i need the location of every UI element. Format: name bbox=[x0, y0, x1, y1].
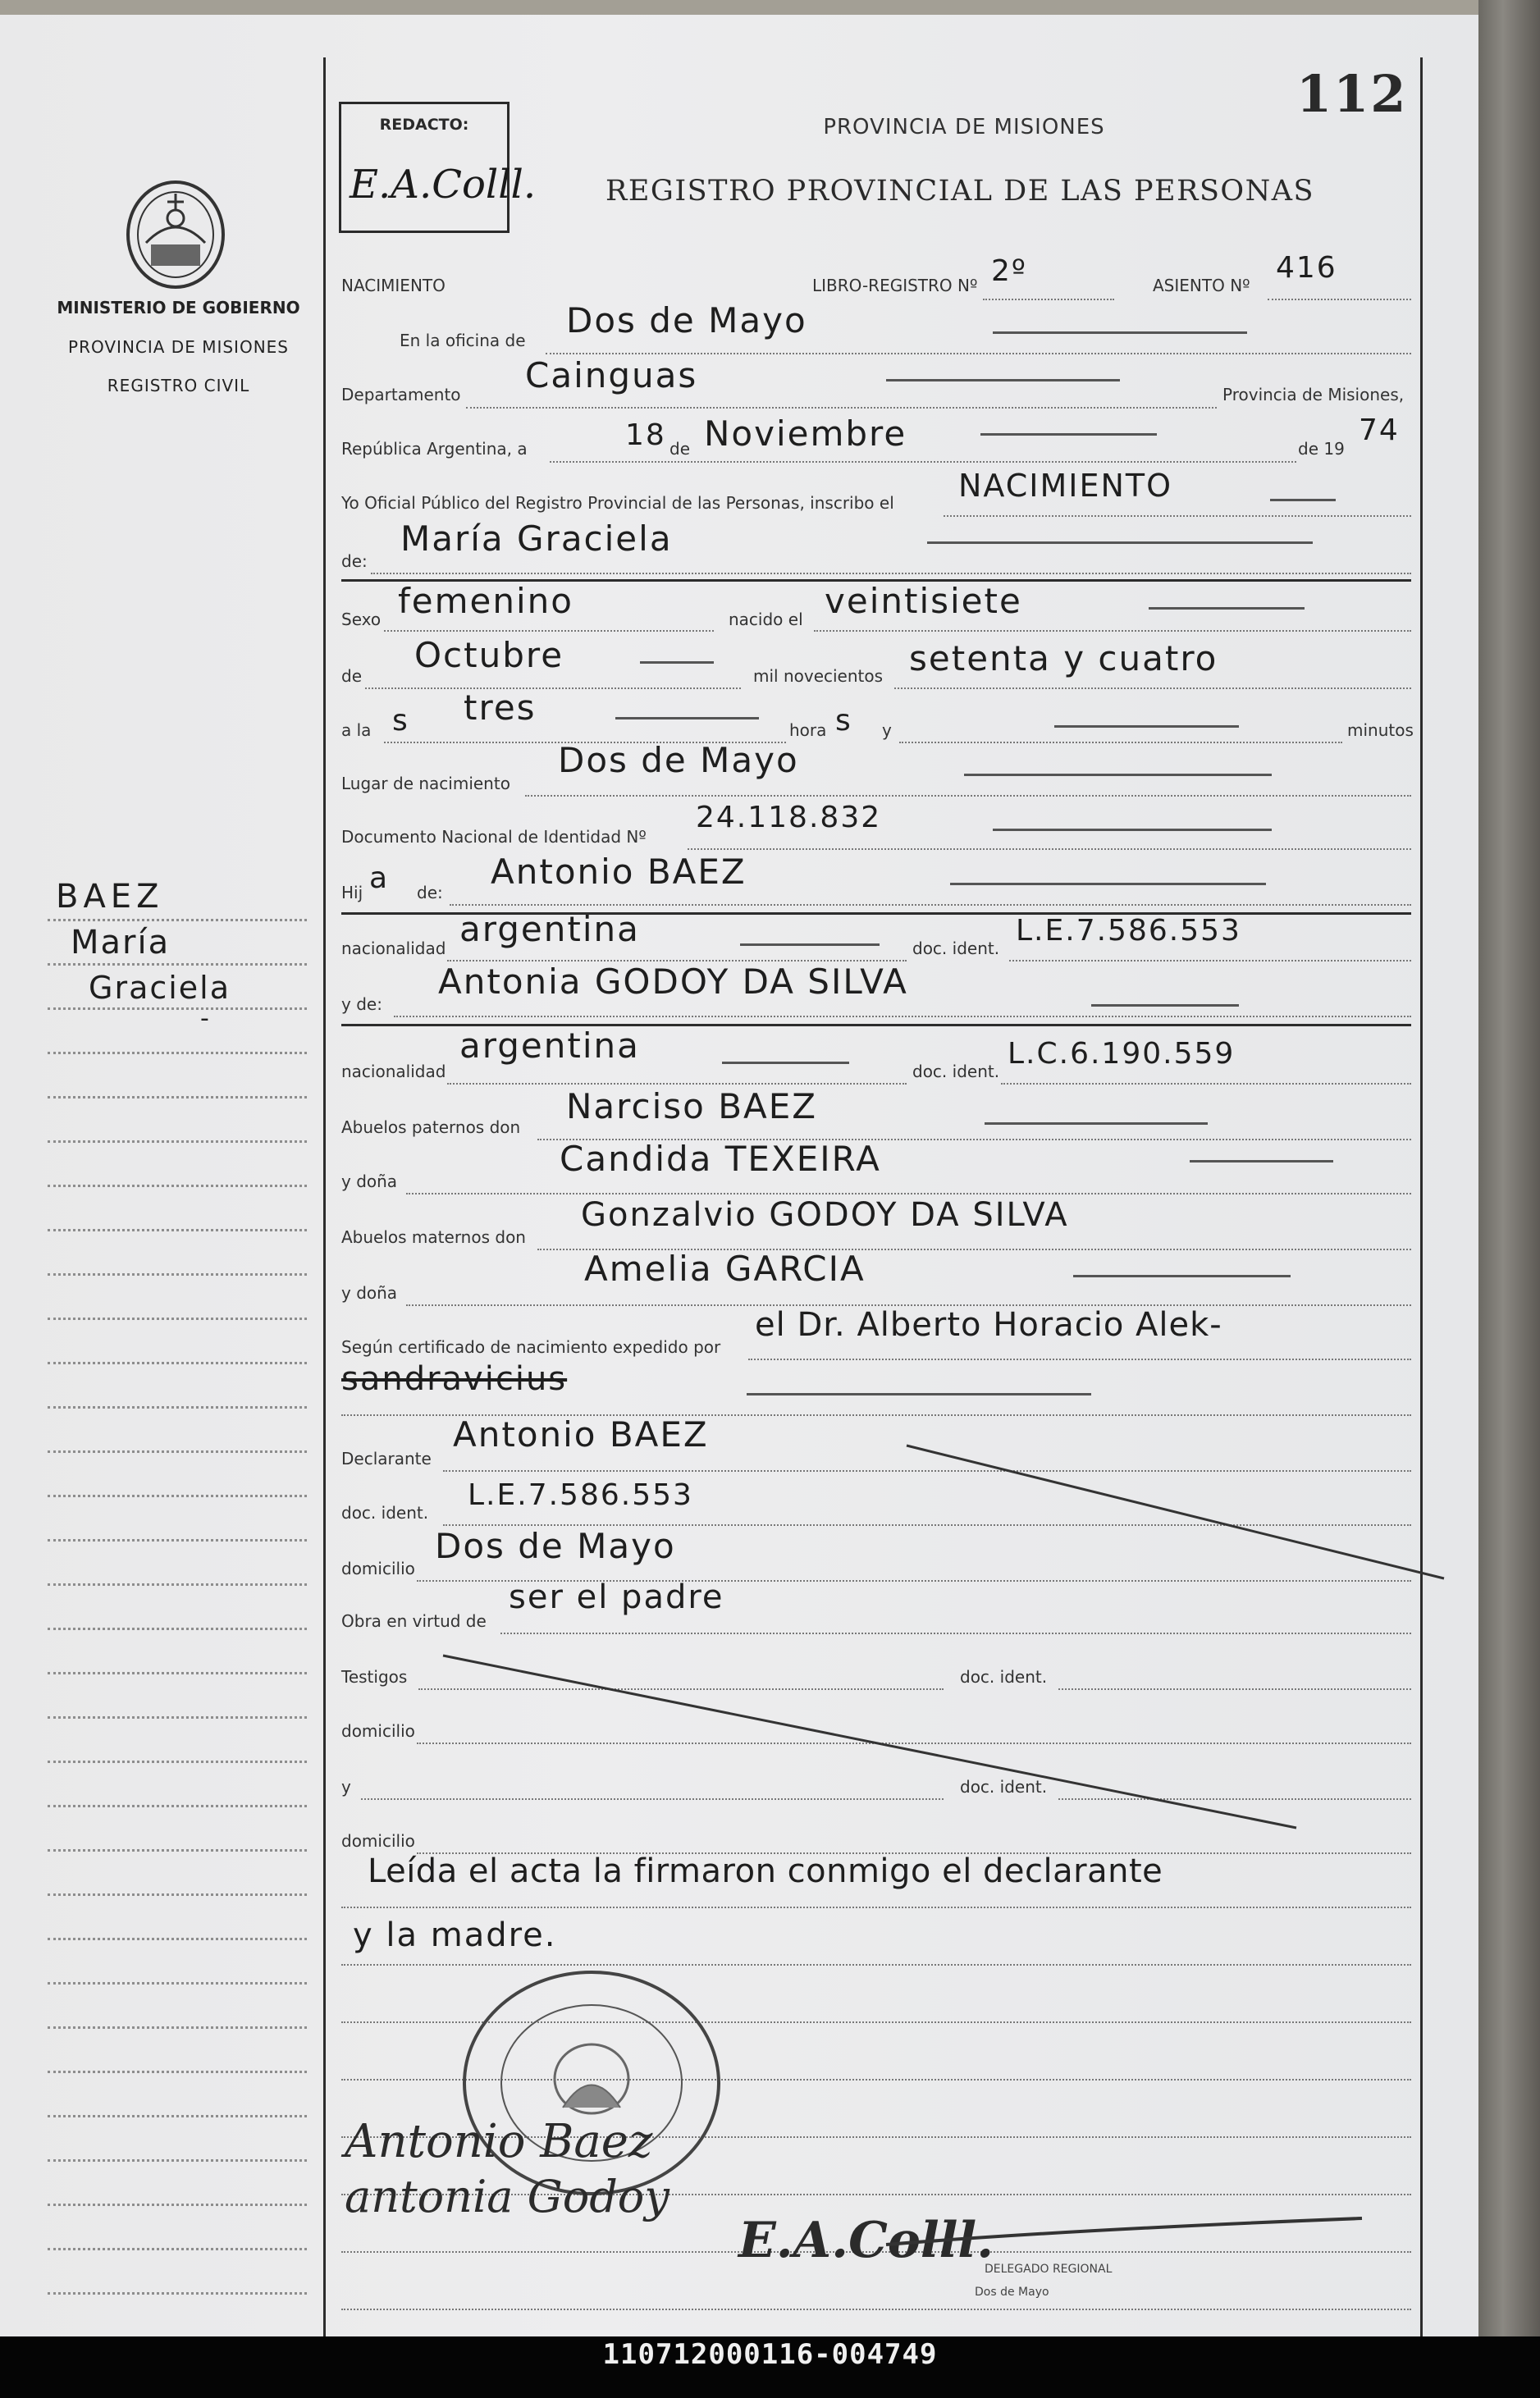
value-certificado: el Dr. Alberto Horacio Alek- bbox=[755, 1306, 1222, 1344]
ministry-line-2: PROVINCIA DE MISIONES bbox=[68, 337, 289, 357]
label-abuelos-maternos: Abuelos maternos don bbox=[341, 1227, 526, 1247]
scan-caption: 110712000116-004749 bbox=[602, 2338, 938, 2371]
value-hora-suffix: s bbox=[835, 704, 852, 738]
margin-dash: - bbox=[200, 1004, 211, 1033]
label-docident-madre: doc. ident. bbox=[912, 1062, 1000, 1081]
signature-official: E.A.Colll. bbox=[738, 2212, 994, 2269]
value-hora: tres bbox=[464, 687, 537, 728]
value-anio: 74 bbox=[1359, 413, 1400, 447]
value-libro: 2º bbox=[991, 254, 1027, 288]
label-testigo2-y: y bbox=[341, 1777, 351, 1797]
label-nacionalidad-padre: nacionalidad bbox=[341, 939, 446, 958]
redacto-label: REDACTO: bbox=[379, 116, 469, 134]
value-padre-doc: L.E.7.586.553 bbox=[1016, 914, 1241, 948]
label-certificado: Según certificado de nacimiento expedido por bbox=[341, 1337, 721, 1357]
value-madre-doc: L.C.6.190.559 bbox=[1008, 1037, 1236, 1071]
label-dni: Documento Nacional de Identidad Nº bbox=[341, 827, 647, 847]
label-asiento: ASIENTO Nº bbox=[1153, 276, 1250, 295]
registry-title: REGISTRO PROVINCIAL DE LAS PERSONAS bbox=[605, 175, 1314, 208]
value-hij-suffix: a bbox=[369, 861, 390, 895]
label-nacionalidad-madre: nacionalidad bbox=[341, 1062, 446, 1081]
value-departamento: Cainguas bbox=[525, 355, 698, 395]
label-testigo1-domicilio: domicilio bbox=[341, 1721, 415, 1741]
label-provincia: Provincia de Misiones, bbox=[1222, 385, 1405, 404]
value-decl-domicilio: Dos de Mayo bbox=[435, 1526, 676, 1566]
value-padre: Antonio BAEZ bbox=[491, 852, 747, 892]
margin-name-2: Graciela bbox=[89, 970, 231, 1006]
value-madre-nacionalidad: argentina bbox=[459, 1025, 640, 1066]
label-libro: LIBRO-REGISTRO Nº bbox=[812, 276, 978, 295]
scan-right-edge bbox=[1478, 0, 1540, 2336]
label-nacimiento: NACIMIENTO bbox=[341, 276, 446, 295]
value-declarante: Antonio BAEZ bbox=[453, 1414, 709, 1455]
label-hora: hora bbox=[789, 720, 827, 740]
closing-line-2: y la madre. bbox=[353, 1916, 557, 1954]
official-title-2: Dos de Mayo bbox=[975, 2286, 1049, 2299]
label-testigo2-domicilio: domicilio bbox=[341, 1831, 415, 1851]
label-hij: Hij bbox=[341, 883, 363, 902]
value-dni: 24.118.832 bbox=[696, 801, 882, 834]
official-title-1: DELEGADO REGIONAL bbox=[985, 2263, 1113, 2276]
value-sexo: femenino bbox=[398, 581, 574, 621]
label-nacido: nacido el bbox=[729, 610, 803, 629]
label-yo-oficial: Yo Oficial Público del Registro Provincial de las Personas, inscribo el bbox=[341, 493, 894, 513]
value-certificado-cont: sandravicius bbox=[341, 1360, 568, 1398]
label-abuelos-paternos: Abuelos paternos don bbox=[341, 1117, 521, 1137]
label-decl-domicilio: domicilio bbox=[341, 1559, 415, 1578]
value-oficina: Dos de Mayo bbox=[566, 300, 807, 340]
province-title: PROVINCIA DE MISIONES bbox=[823, 115, 1105, 139]
folio-number: 112 bbox=[1296, 64, 1408, 124]
label-testigo2-doc: doc. ident. bbox=[960, 1777, 1048, 1797]
value-nacido-mes: Octubre bbox=[414, 635, 564, 675]
value-padre-nacionalidad: argentina bbox=[459, 909, 640, 949]
margin-surname: BAEZ bbox=[56, 878, 164, 916]
label-departamento: Departamento bbox=[341, 385, 461, 404]
label-obra: Obra en virtud de bbox=[341, 1611, 487, 1631]
label-y: y bbox=[882, 720, 892, 740]
certificate-page bbox=[0, 15, 1478, 2336]
label-decl-doc: doc. ident. bbox=[341, 1503, 429, 1523]
label-republica: República Argentina, a bbox=[341, 439, 528, 459]
value-abuela-paterna: Candida TEXEIRA bbox=[560, 1139, 881, 1179]
value-abuela-materna: Amelia GARCIA bbox=[584, 1249, 866, 1289]
value-a-la-suffix: s bbox=[392, 704, 409, 738]
redacto-initials: E.A.Colll. bbox=[350, 162, 537, 208]
label-a-la: a la bbox=[341, 720, 372, 740]
label-oficina: En la oficina de bbox=[400, 331, 526, 350]
label-lugar: Lugar de nacimiento bbox=[341, 774, 510, 793]
label-declarante: Declarante bbox=[341, 1449, 432, 1468]
margin-name-1: María bbox=[71, 924, 171, 961]
signature-declarante: Antonio Baez bbox=[345, 2115, 653, 2168]
signature-flourish bbox=[0, 15, 1478, 2336]
value-dia: 18 bbox=[625, 418, 666, 452]
value-abuelo-paterno: Narciso BAEZ bbox=[566, 1086, 818, 1126]
closing-line-1: Leída el acta la firmaron conmigo el declarante bbox=[368, 1852, 1163, 1890]
value-decl-doc: L.E.7.586.553 bbox=[468, 1478, 693, 1512]
label-de-nombre: de: bbox=[341, 551, 368, 571]
value-obra: ser el padre bbox=[509, 1578, 724, 1616]
value-lugar: Dos de Mayo bbox=[558, 740, 799, 780]
label-testigos: Testigos bbox=[341, 1667, 408, 1687]
value-mes: Noviembre bbox=[704, 413, 907, 454]
label-minutos: minutos bbox=[1347, 720, 1414, 740]
label-testigo1-doc: doc. ident. bbox=[960, 1667, 1048, 1687]
label-docident-padre: doc. ident. bbox=[912, 939, 1000, 958]
value-asiento: 416 bbox=[1276, 251, 1337, 285]
value-nacido-anio: setenta y cuatro bbox=[909, 638, 1218, 678]
label-anio: de 19 bbox=[1298, 439, 1345, 459]
label-de-mes: de bbox=[341, 666, 362, 686]
value-nacido-dia: veintisiete bbox=[825, 581, 1022, 621]
ministry-line-1: MINISTERIO DE GOBIERNO bbox=[57, 298, 300, 317]
value-madre: Antonia GODOY DA SILVA bbox=[438, 961, 908, 1002]
label-hij-de: de: bbox=[417, 883, 443, 902]
ministry-line-3: REGISTRO CIVIL bbox=[107, 376, 250, 395]
value-inscribo: NACIMIENTO bbox=[958, 468, 1173, 504]
value-abuelo-materno: Gonzalvio GODOY DA SILVA bbox=[581, 1196, 1069, 1234]
signature-madre: antonia Godoy bbox=[345, 2171, 669, 2222]
label-y-de: y de: bbox=[341, 994, 382, 1014]
value-nombre: María Graciela bbox=[400, 518, 673, 559]
label-mil: mil novecientos bbox=[753, 666, 884, 686]
label-de: de bbox=[669, 439, 690, 459]
label-sexo: Sexo bbox=[341, 610, 382, 629]
label-y-dona-mat: y doña bbox=[341, 1283, 398, 1303]
scan-top-edge bbox=[0, 0, 1540, 15]
label-y-dona-pat: y doña bbox=[341, 1172, 398, 1191]
